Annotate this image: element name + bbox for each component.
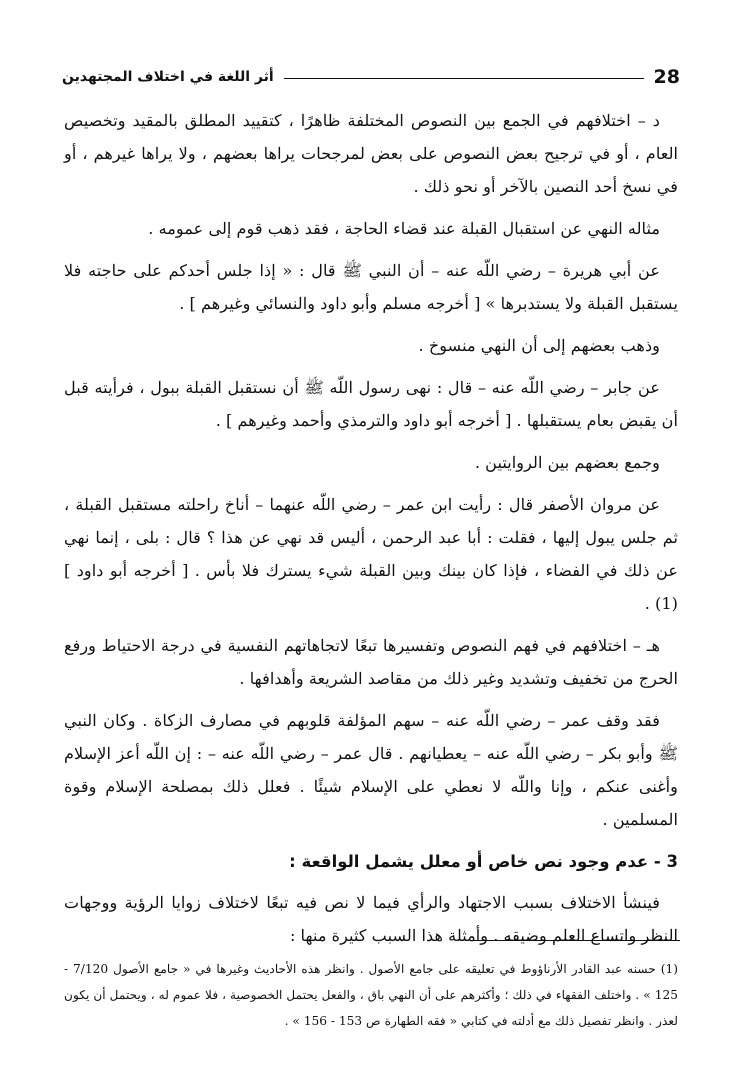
section-heading: 3 - عدم وجود نص خاص أو معلل يشمل الواقعة : — [289, 852, 678, 871]
paragraph-jabir: عن جابر – رضي اللّه عنه – قال : نهى رسول اللّه ﷺ أن نستقبل القبلة ببول ، فرأيته قبل أن يقبض بعام يستقبلها . [ أخرجه أبو داود والترمذي وأحمد وغيرهم ] . — [64, 378, 678, 430]
header-rule — [284, 78, 644, 79]
page-number: 28 — [653, 66, 680, 88]
page-header — [62, 64, 680, 90]
paragraph-abu-hurayra: عن أبي هريرة – رضي اللّه عنه – أن النبي ﷺ قال : « إذا جلس أحدكم على حاجته فلا يستقبل القبلة ولا يستدبرها » [ أخرجه مسلم وأبو داود والنسائي وغيرهم ] . — [64, 261, 678, 313]
page-body — [64, 104, 678, 961]
footnote-rule — [472, 940, 680, 941]
footnote: (1) حسنه عبد القادر الأرناؤوط في تعليقه على جامع الأصول . وانظر هذه الأحاديث وغيرها في « جامع الأصول 7/120 - 125 » . واختلف الفقهاء في ذلك ؛ وأكثرهم على أن النهي باق ، والفعل يحتمل الخصوصية ، فلا عموم له ، ويحتمل أن يكون لعذر . وانظر تفصيل ذلك مع أدلته في كتابي « فقه الطهارة ص 153 - 156 » . — [64, 962, 678, 1028]
paragraph-closing: فينشأ الاختلاف بسبب الاجتهاد والرأي فيما لا نص فيه تبعًا لاختلاف زوايا الرؤية ووجهات النظر واتساع العلم وضيقه . وأمثلة هذا السبب كثيرة منها : — [64, 893, 678, 945]
paragraph-umar: فقد وقف عمر – رضي اللّه عنه – سهم المؤلفة قلوبهم في مصارف الزكاة . وكان النبي ﷺ وأبو بكر – رضي اللّه عنه – يعطيانهم . قال عمر – رضي اللّه عنه – : إن اللّه أعز الإسلام وأغنى عنكم ، وإنا واللّه لا نعطي على الإسلام شيئًا . فعلل ذلك بمصلحة الإسلام وقوة المسلمين . — [64, 711, 678, 829]
paragraph-marwan: عن مروان الأصفر قال : رأيت ابن عمر – رضي اللّه عنهما – أناخ راحلته مستقبل القبلة ، ثم جلس يبول إليها ، فقلت : أبا عبد الرحمن ، أليس قد نهي عن هذا ؟ قال : بلى ، إنما نهي عن ذلك في الفضاء ، فإذا كان بينك وبين القبلة شيء يسترك فلا بأس . [ أخرجه أبو داود ] (1) . — [64, 495, 678, 613]
paragraph-ha: هـ – اختلافهم في فهم النصوص وتفسيرها تبعًا لاتجاهاتهم النفسية في درجة الاحتياط ورفع الحرج من تخفيف وتشديد وغير ذلك من مقاصد الشريعة وأهدافها . — [64, 636, 678, 688]
paragraph-reconcile: وجمع بعضهم بين الروايتين . — [474, 453, 660, 472]
paragraph-example: مثاله النهي عن استقبال القبلة عند قضاء الحاجة ، فقد ذهب قوم إلى عمومه . — [148, 219, 660, 238]
paragraph-dal: د – اختلافهم في الجمع بين النصوص المختلفة ظاهرًا ، كتقييد المطلق بالمقيد وتخصيص العام ، أو في ترجيح بعض النصوص على بعض لمرجحات يراها بعضهم ، ولا يراها غيرهم ، أو في نسخ أحد النصين بالآخر أو نحو ذلك . — [64, 111, 678, 196]
running-title: أثر اللغة في اختلاف المجتهدين — [62, 69, 274, 85]
paragraph-abrogation: وذهب بعضهم إلى أن النهي منسوخ . — [418, 336, 660, 355]
